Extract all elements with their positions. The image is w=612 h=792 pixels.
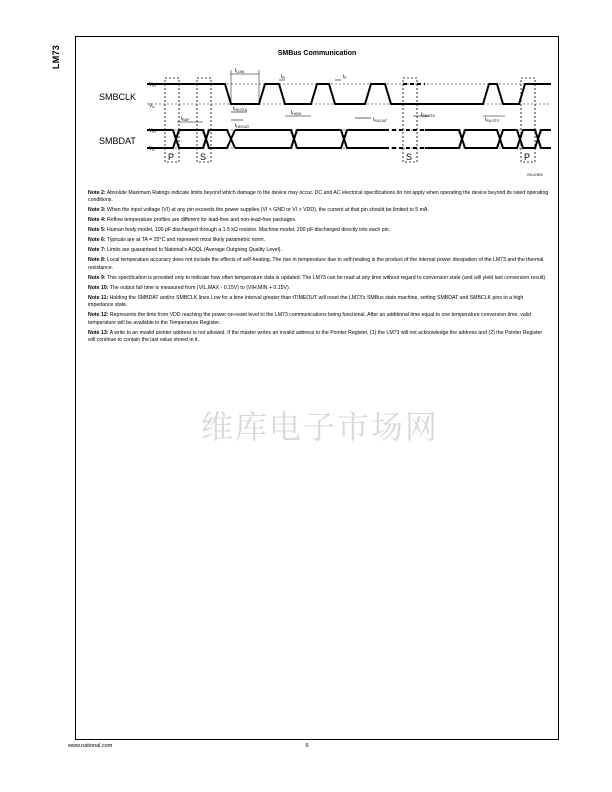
start-marker-2: S — [406, 152, 413, 162]
part-number-side-label: LM73 — [51, 44, 62, 70]
tlow-label: $t_{LOW}$ — [235, 68, 245, 74]
note-7: Note 7: Limits are guaranteed to National's AOQL (Average Outgoing Quality Level). — [88, 247, 282, 254]
note-6: Note 6: Typicals are at TA = 25°C and represent most likely parametric norm. — [88, 237, 265, 244]
tsusto-label: $t_{SU;STO}$ — [485, 117, 500, 123]
note-8: Note 8: Local temperature accuracy does not include the effects of self-heating. The rise in temperature due to self-heating is the product of the internal power dissipation of the LM73 and the thermal resistance. — [88, 257, 544, 271]
smbdat-waveform-high — [147, 130, 235, 148]
note-13: Note 13: A write to an invalid pointer address is not allowed. If the master writes an invalid address to the Pointer Register, (1) the LM73 will not acknowledge the address and (2) the Pointer Register will continue to contain the last value stored in it. — [88, 329, 543, 344]
figure-title: SMBus Communication — [277, 50, 357, 57]
start-condition-box-1 — [197, 78, 211, 162]
page-number: 6 — [305, 743, 309, 749]
smbclk-label: SMBCLK — [99, 92, 137, 102]
stop-marker-2: P — [524, 152, 531, 162]
timing-waveforms — [147, 70, 551, 162]
note-5: Note 5: Human body model, 100 pF discharged through a 1.5 kΩ resistor. Machine model, 200 pF discharged directly into each pin. — [88, 227, 391, 234]
smbdat-bus-bottom — [235, 130, 385, 148]
start-condition-box-2 — [403, 78, 417, 162]
thdsta-label: $t_{HD;STA}$ — [233, 106, 247, 112]
tbuf-label: $t_{BUF}$ — [181, 116, 190, 122]
dat-vih-label: $V_{IH}$ — [149, 128, 156, 134]
clk-vih-label: $V_{IH}$ — [149, 82, 156, 88]
note-12: Note 12: Represents the time from VDD reaching the power-on-reset level to the LM73 communications being functional. After an additional time equal to one temperature conversion time, valid temperature will be available in the Temperature Register. — [88, 312, 531, 326]
tsusta-label: $t_{SU;STA}$ — [421, 112, 435, 118]
tsudat-label: $t_{SU;DAT}$ — [373, 117, 387, 123]
note-4: Note 4: Reflow temperature profiles are different for lead-free and non-lead-free packages. — [88, 217, 297, 224]
thddat-label: $t_{HD;DAT}$ — [235, 123, 250, 129]
footer-website: www.national.com — [68, 743, 113, 749]
stop-marker-1: P — [168, 152, 175, 162]
note-10: Note 10: The output fall time is measured from (VIL,MAX - 0.15V) to (VIH,MIN + 0.15V). — [88, 284, 291, 291]
smbclk-waveform — [147, 84, 551, 104]
smbdat-bus-tail-top — [425, 130, 551, 148]
watermark: 维库电子市场网 — [200, 408, 439, 446]
smbdat-waveform-low — [147, 130, 235, 148]
tr-label: $t_R$ — [281, 74, 285, 80]
figure-id: 20147809 — [527, 173, 543, 177]
note-9: Note 9: This specification is provided only to indicate how often temperature data is updated. The LM73 can be read at any time without regard to conversion state (and will yield last conversion result). — [88, 274, 547, 281]
smbdat-bus-tail-bottom — [425, 130, 551, 148]
smbus-timing-diagram — [85, 60, 555, 180]
note-11: Note 11: Holding the SMBDAT and/or SMBCLK lines Low for a time interval greater than tTIMEOUT will reset the LM73's SMBus state machine, setting SMBDAT and SMBCLK pins to a high impedance state. — [88, 294, 524, 309]
start-marker-1: S — [200, 152, 207, 162]
smbdat-label: SMBDAT — [99, 136, 136, 146]
dat-vil-label: $V_{IL}$ — [149, 146, 156, 152]
stop-condition-box-1 — [165, 78, 179, 162]
thigh-label: $t_{HIGH}$ — [291, 110, 302, 116]
tf-label: $t_F$ — [343, 74, 347, 80]
notes-section — [88, 190, 550, 347]
note-2: Note 2: Absolute Maximum Ratings indicate limits beyond which damage to the device may occur. DC and AC electrical specifications do not apply when operating the device beyond its rated operating conditions. — [88, 190, 549, 204]
note-3: Note 3: When the input voltage (VI) at any pin exceeds the power supplies (VI < GND or VI > VDD), the current at that pin should be limited to 5 mA. — [88, 207, 429, 214]
clk-vil-label: $V_{IL}$ — [149, 103, 156, 109]
smbdat-bus-top — [235, 130, 385, 148]
